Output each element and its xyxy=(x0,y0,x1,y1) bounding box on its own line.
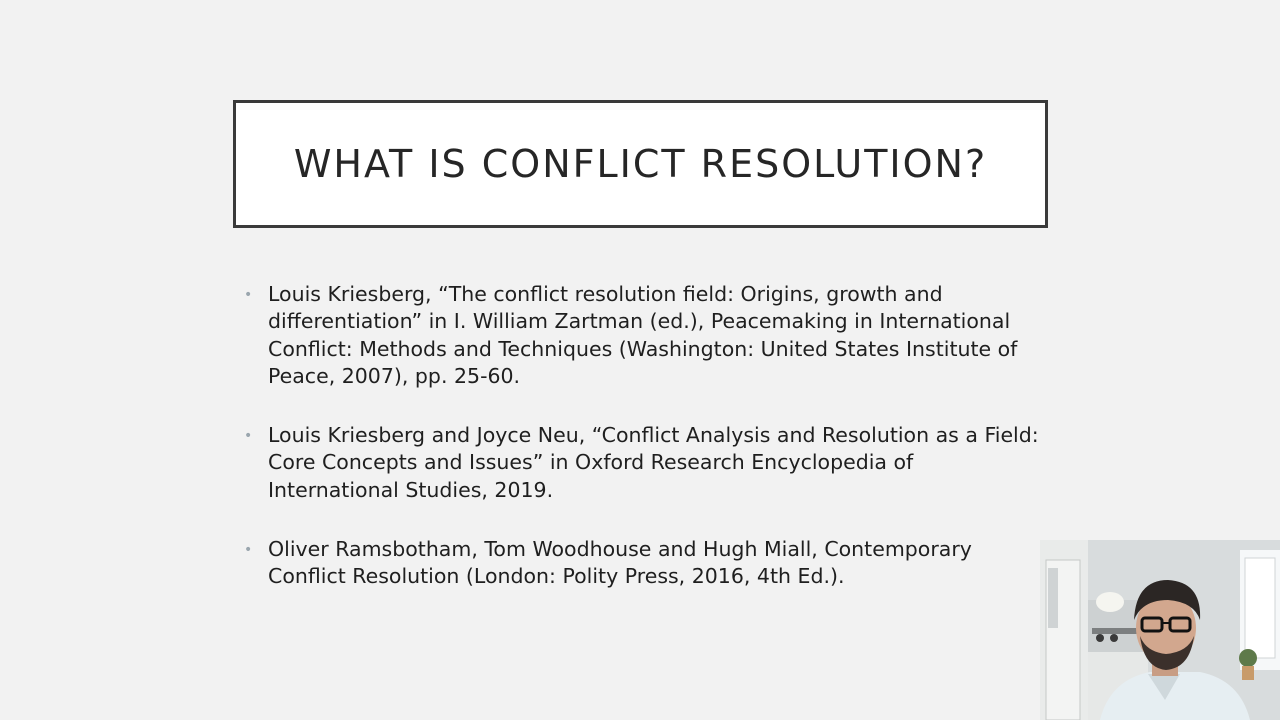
slide-title: WHAT IS CONFLICT RESOLUTION? xyxy=(293,142,988,186)
presenter-video[interactable] xyxy=(1040,540,1280,720)
reference-item xyxy=(240,536,1040,591)
bullet-dot-icon: • xyxy=(244,542,253,559)
bullet-dot-icon: • xyxy=(244,287,253,303)
bullet-dot-icon: • xyxy=(244,428,253,445)
reference-text: Louis Kriesberg and Joyce Neu, “Conflict Analysis and Resolution as a Field: Core Concepts and Issues” in Oxford Research Encyclopedia of International Studies, 2019. xyxy=(268,423,1039,502)
reference-item xyxy=(240,281,1040,390)
presenter-video-icon xyxy=(1040,540,1280,720)
reference-text: Louis Kriesberg, “The conflict resolution field: Origins, growth and differentiation” in I. William Zartman (ed.), Peacemaking in International Conflict: Methods and Techniques (Washington: United States Institute of Peace, 2007), pp. 25-60. xyxy=(268,282,1018,388)
reference-item xyxy=(240,422,1040,504)
reference-text: Oliver Ramsbotham, Tom Woodhouse and Hugh Miall, Contemporary Conflict Resolution (London: Polity Press, 2016, 4th Ed.). xyxy=(268,537,972,589)
title-box xyxy=(233,100,1048,228)
reference-list xyxy=(240,281,1040,623)
